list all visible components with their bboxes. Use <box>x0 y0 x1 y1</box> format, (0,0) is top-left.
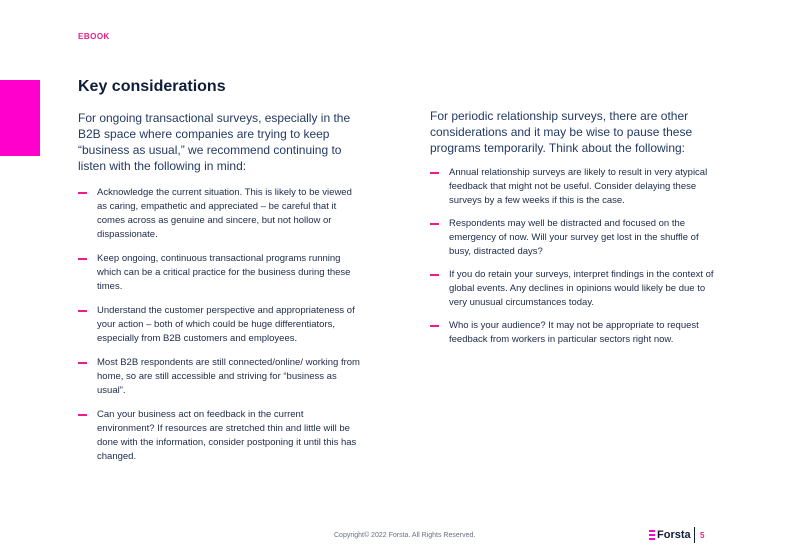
dash-bullet-icon <box>78 362 87 364</box>
logo-text: Forsta <box>657 529 691 541</box>
list-item-text: Most B2B respondents are still connected/online/ working from home, so are still accessible and striving for “business as usual”. <box>97 357 360 396</box>
page-number: 5 <box>700 531 705 540</box>
forsta-logo <box>649 529 691 541</box>
list-item <box>78 252 363 294</box>
list-item-text: If you do retain your surveys, interpret findings in the context of global events. Any declines in opinions would likely be due to very unusual circumstances today. <box>449 269 714 308</box>
footer-divider <box>694 527 695 543</box>
list-item-text: Can your business act on feedback in the current environment? If resources are stretched thin and little will be done with the information, consider postponing it until this has changed. <box>97 409 357 462</box>
right-intro: For periodic relationship surveys, there are other considerations and it may be wise to pause these programs temporarily. Think about the following: <box>430 109 693 155</box>
list-item-text: Respondents may well be distracted and focused on the emergency of now. Will your survey get lost in the shuffle of busy, distracted days? <box>449 218 699 257</box>
left-intro: For ongoing transactional surveys, especially in the B2B space where companies are trying to keep “business as usual,” we recommend continuing to listen with the following in mind: <box>78 111 351 173</box>
accent-block <box>0 80 40 156</box>
list-item <box>430 268 720 310</box>
right-column <box>430 108 720 356</box>
dash-bullet-icon <box>78 258 87 260</box>
list-item-text: Keep ongoing, continuous transactional programs running which can be a critical practice for the business during these times. <box>97 253 351 292</box>
list-item-text: Acknowledge the current situation. This is likely to be viewed as caring, empathetic and appreciated – be careful that it comes across as genuine and sincere, but not hollow or dispassionate. <box>97 187 352 240</box>
page-title: Key considerations <box>78 78 226 95</box>
left-column <box>78 110 363 474</box>
copyright-text: Copyright© 2022 Forsta. All Rights Reserved. <box>334 532 476 539</box>
dash-bullet-icon <box>78 310 87 312</box>
dash-bullet-icon <box>430 223 439 225</box>
list-item <box>78 408 363 464</box>
forsta-logo-icon <box>649 529 655 541</box>
dash-bullet-icon <box>430 325 439 327</box>
left-bullet-list <box>78 186 363 464</box>
list-item <box>78 186 363 242</box>
list-item <box>430 166 720 208</box>
ebook-label: EBOOK <box>78 32 110 41</box>
right-bullet-list <box>430 166 720 347</box>
list-item <box>78 356 363 398</box>
list-item-text: Who is your audience? It may not be appropriate to request feedback from workers in particular sectors right now. <box>449 320 699 345</box>
list-item-text: Understand the customer perspective and appropriateness of your action – both of which could be huge differentiators, especially from B2B customers and employees. <box>97 305 355 344</box>
list-item <box>430 217 720 259</box>
dash-bullet-icon <box>430 172 439 174</box>
dash-bullet-icon <box>78 192 87 194</box>
list-item <box>78 304 363 346</box>
dash-bullet-icon <box>78 414 87 416</box>
list-item <box>430 319 720 347</box>
list-item-text: Annual relationship surveys are likely to result in very atypical feedback that might not be useful. Consider delaying these surveys by a few weeks if this is the case. <box>449 167 708 206</box>
dash-bullet-icon <box>430 274 439 276</box>
